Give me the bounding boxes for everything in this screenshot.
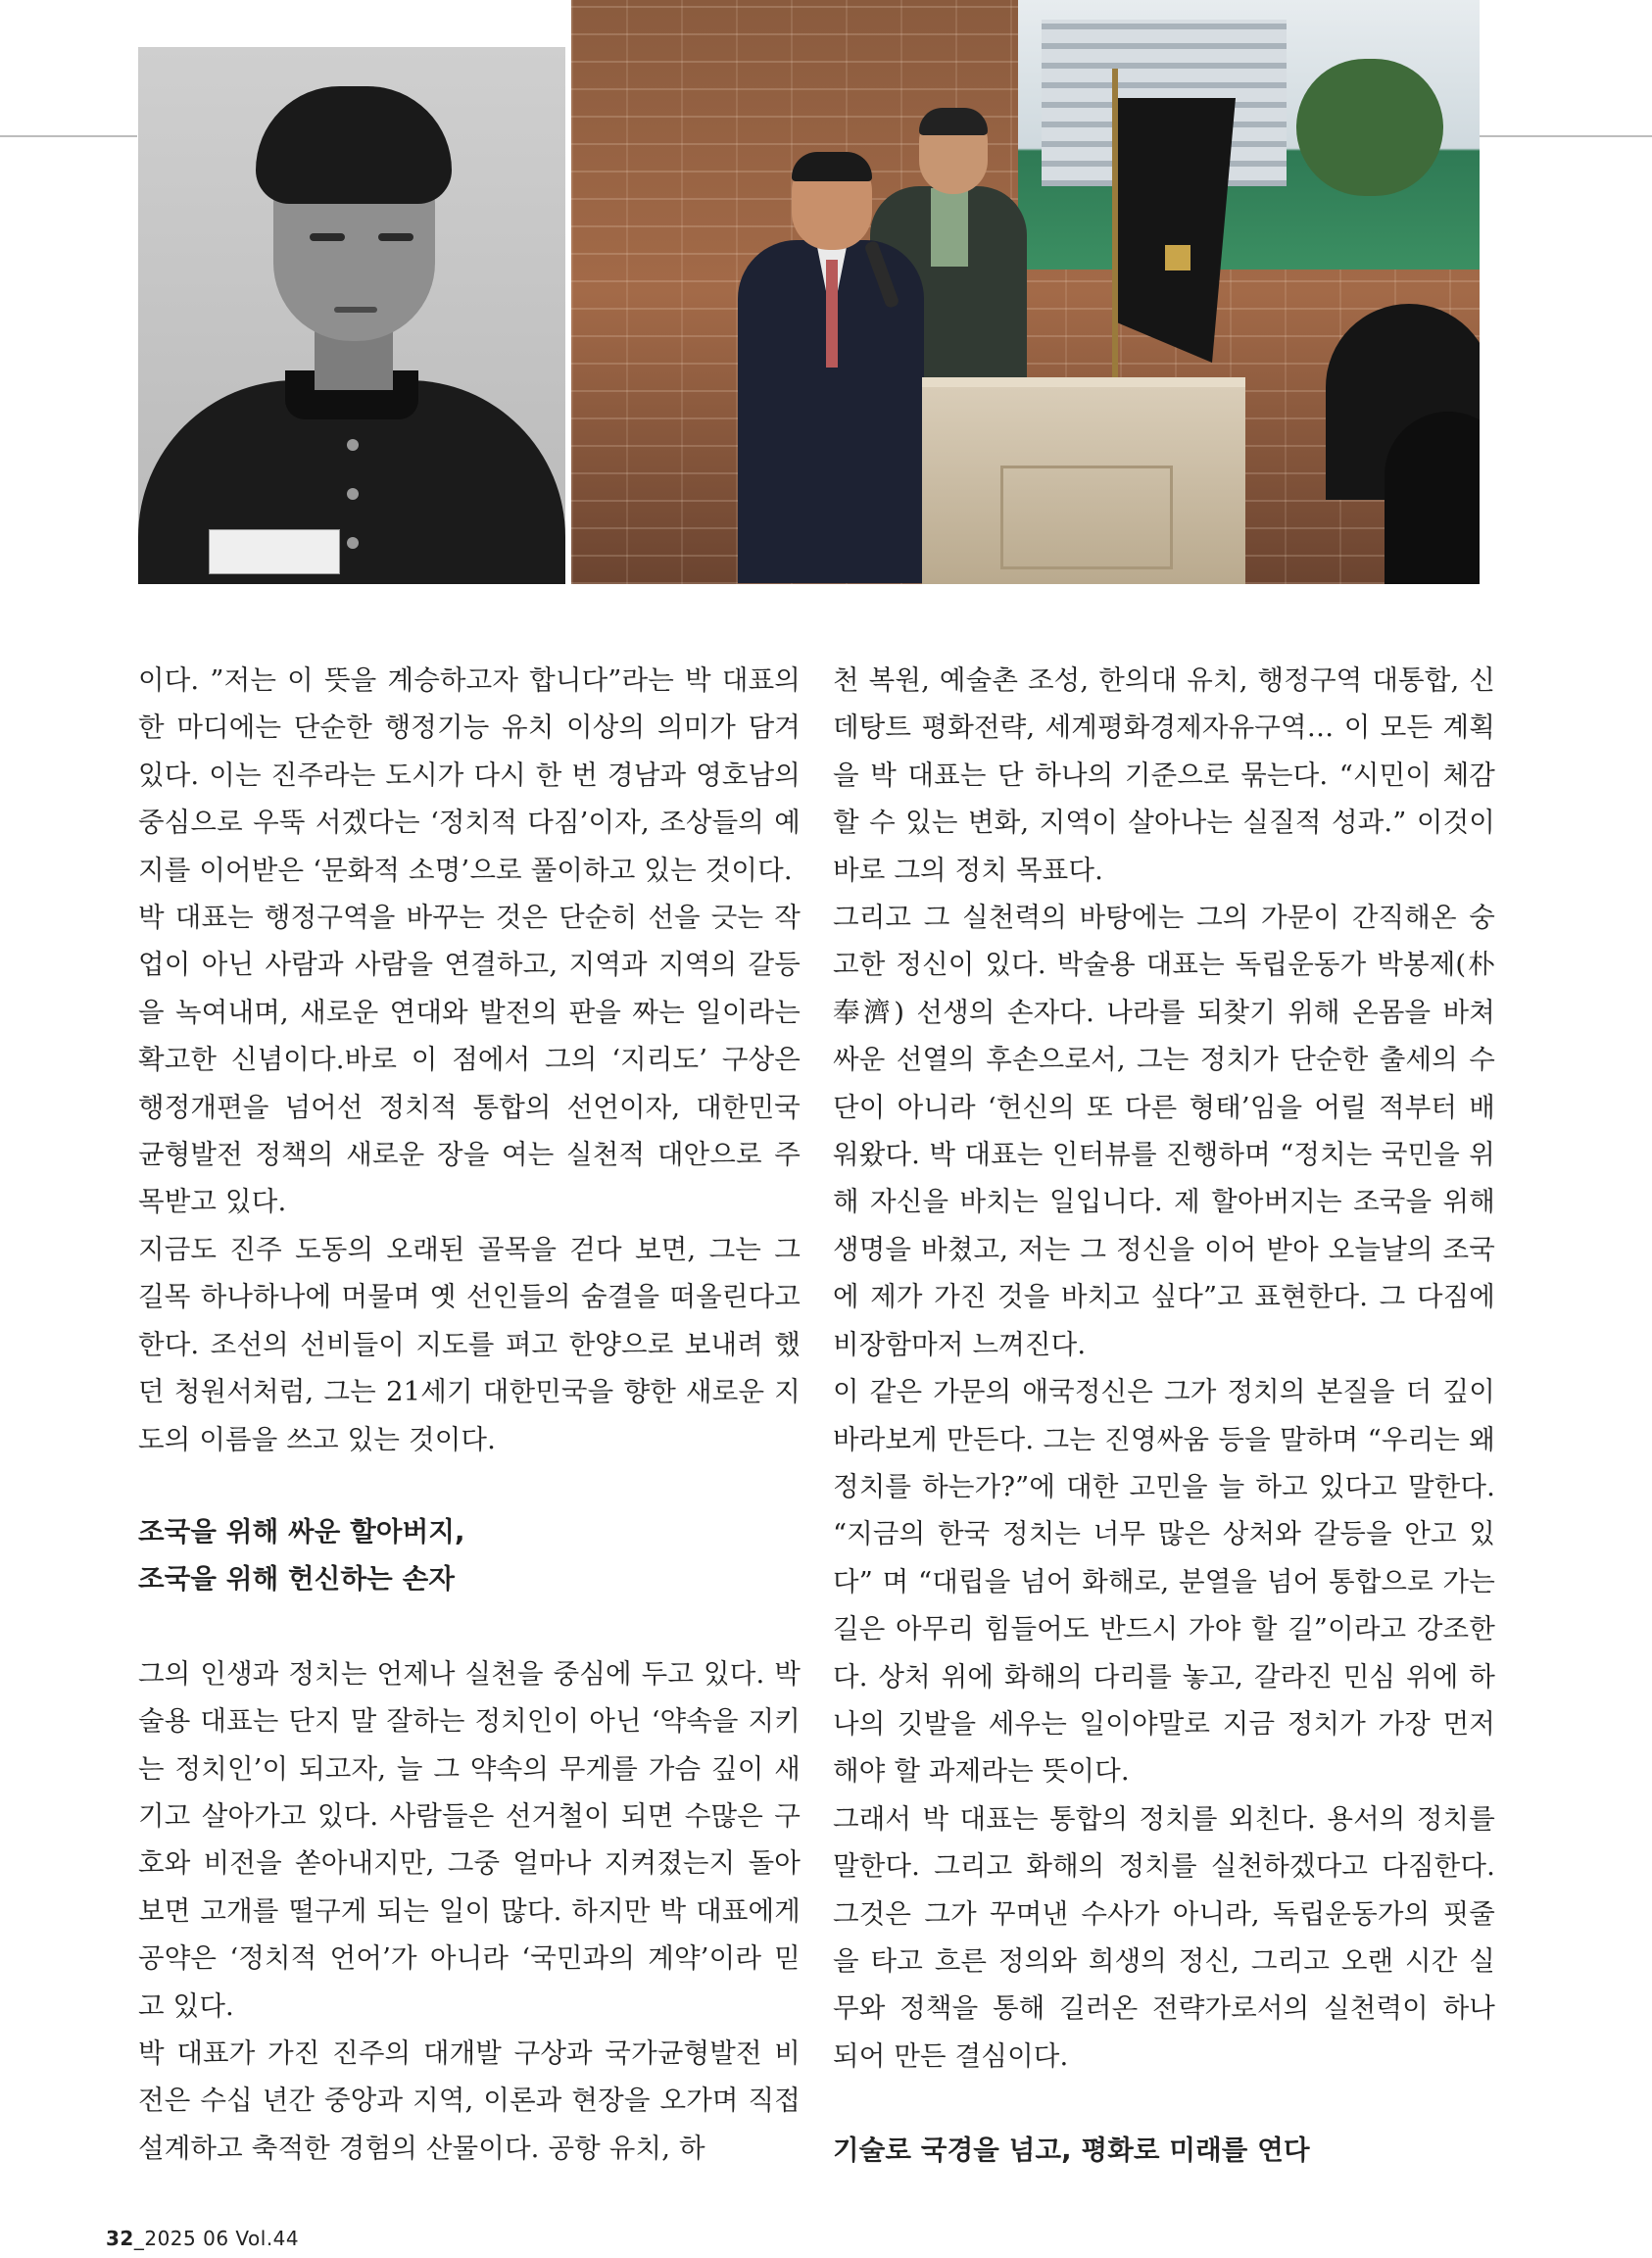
paragraph: 박 대표가 가진 진주의 대개발 구상과 국가균형발전 비전은 수십 년간 중앙과 지역, 이론과 현장을 오가며 직접 설계하고 축적한 경험의 산물이다. 공항 유치, 하 (138, 2037, 801, 2164)
name-tag (209, 529, 340, 574)
section-heading-line1: 조국을 위해 싸운 할아버지, (138, 1515, 465, 1547)
page-footer (106, 2227, 299, 2250)
paragraph: 천 복원, 예술촌 조성, 한의대 유치, 행정구역 대통합, 신데탕트 평화전략, 세계평화경제자유구역… 이 모든 계획을 박 대표는 단 하나의 기준으로 묶는다. “시민이 체감할 수 있는 변화, 지역이 살아나는 실질적 성과.” 이것이 바로 그의 정치 목표다. (833, 664, 1495, 886)
paragraph: 이 같은 가문의 애국정신은 그가 정치의 본질을 더 깊이 바라보게 만든다. 그는 진영싸움 등을 말하며 “우리는 왜 정치를 하는가?”에 대한 고민을 늘 하고 있다고 말한다. “지금의 한국 정치는 너무 많은 상처와 갈등을 안고 있다” 며 “대립을 넘어 화해로, 분열을 넘어 통합으로 가는 길은 아무리 힘들어도 반드시 가야 할 길”이라고 강조한다. 상처 위에 화해의 다리를 놓고, 갈라진 민심 위에 하나의 깃발을 세우는 일이야말로 지금 정치가 가장 먼저 해야 할 과제라는 뜻이다. (833, 1376, 1495, 1788)
right-column (833, 657, 1495, 2175)
section-heading: 기술로 국경을 넘고, 평화로 미래를 연다 (833, 2135, 1310, 2167)
paragraph: 박 대표는 행정구역을 바꾸는 것은 단순히 선을 긋는 작업이 아닌 사람과 사람을 연결하고, 지역과 지역의 갈등을 녹여내며, 새로운 연대와 발전의 판을 짜는 일이라는 확고한 신념이다.바로 이 점에서 그의 ‘지리도’ 구상은 행정개편을 넘어선 정치적 통합의 선언이자, 대한민국 균형발전 정책의 새로운 장을 여는 실천적 대안으로 주목받고 있다. (138, 902, 801, 1218)
podium (922, 377, 1245, 584)
section-heading-line2: 조국을 위해 헌신하는 손자 (138, 1563, 456, 1595)
event-photo (571, 0, 1480, 584)
page-number: 32 (106, 2227, 134, 2250)
portrait-photo (138, 47, 565, 584)
top-rule-left (0, 135, 137, 137)
paragraph: 그의 인생과 정치는 언제나 실천을 중심에 두고 있다. 박술용 대표는 단지 말 잘하는 정치인이 아닌 ‘약속을 지키는 정치인’이 되고자, 늘 그 약속의 무게를 가슴 깊이 새기고 살아가고 있다. 사람들은 선거철이 되면 수많은 구호와 비전을 쏟아내지만, 그중 얼마나 지켜졌는지 돌아보면 고개를 떨구게 되는 일이 많다. 하지만 박 대표에게 공약은 ‘정치적 언어’가 아니라 ‘국민과의 계약’이라 믿고 있다. (138, 1657, 801, 2022)
issue-label: _2025 06 Vol.44 (133, 2227, 300, 2250)
left-column (138, 657, 801, 2172)
paragraph: 지금도 진주 도동의 오래된 골목을 걷다 보면, 그는 그 길목 하나하나에 머물며 옛 선인들의 숨결을 떠올린다고 한다. 조선의 선비들이 지도를 펴고 한양으로 보내려 했던 청원서처럼, 그는 21세기 대한민국을 향한 새로운 지도의 이름을 쓰고 있는 것이다. (138, 1233, 801, 1455)
paragraph: 그리고 그 실천력의 바탕에는 그의 가문이 간직해온 숭고한 정신이 있다. 박술용 대표는 독립운동가 박봉제(朴奉濟) 선생의 손자다. 나라를 되찾기 위해 온몸을 바쳐 싸운 선열의 후손으로서, 그는 정치가 단순한 출세의 수단이 아니라 ‘헌신의 또 다른 형태’임을 어릴 적부터 배워왔다. 박 대표는 인터뷰를 진행하며 “정치는 국민을 위해 자신을 바치는 일입니다. 제 할아버지는 조국을 위해 생명을 바쳤고, 저는 그 정신을 이어 받아 오늘날의 조국에 제가 가진 것을 바치고 싶다”고 표현한다. 그 다짐에 비장함마저 느껴진다. (833, 902, 1495, 1360)
paragraph: 이다. ”저는 이 뜻을 계승하고자 합니다”라는 박 대표의 한 마디에는 단순한 행정기능 유치 이상의 의미가 담겨 있다. 이는 진주라는 도시가 다시 한 번 경남과 영호남의 중심으로 우뚝 서겠다는 ‘정치적 다짐’이자, 조상들의 예지를 이어받은 ‘문화적 소명’으로 풀이하고 있는 것이다. (138, 664, 801, 886)
top-rule-right (1480, 135, 1652, 137)
paragraph: 그래서 박 대표는 통합의 정치를 외친다. 용서의 정치를 말한다. 그리고 화해의 정치를 실천하겠다고 다짐한다. 그것은 그가 꾸며낸 수사가 아니라, 독립운동가의 핏줄을 타고 흐른 정의와 희생의 정신, 그리고 오랜 시간 실무와 정책을 통해 길러온 전략가로서의 실천력이 하나 되어 만든 결심이다. (833, 1802, 1495, 2072)
